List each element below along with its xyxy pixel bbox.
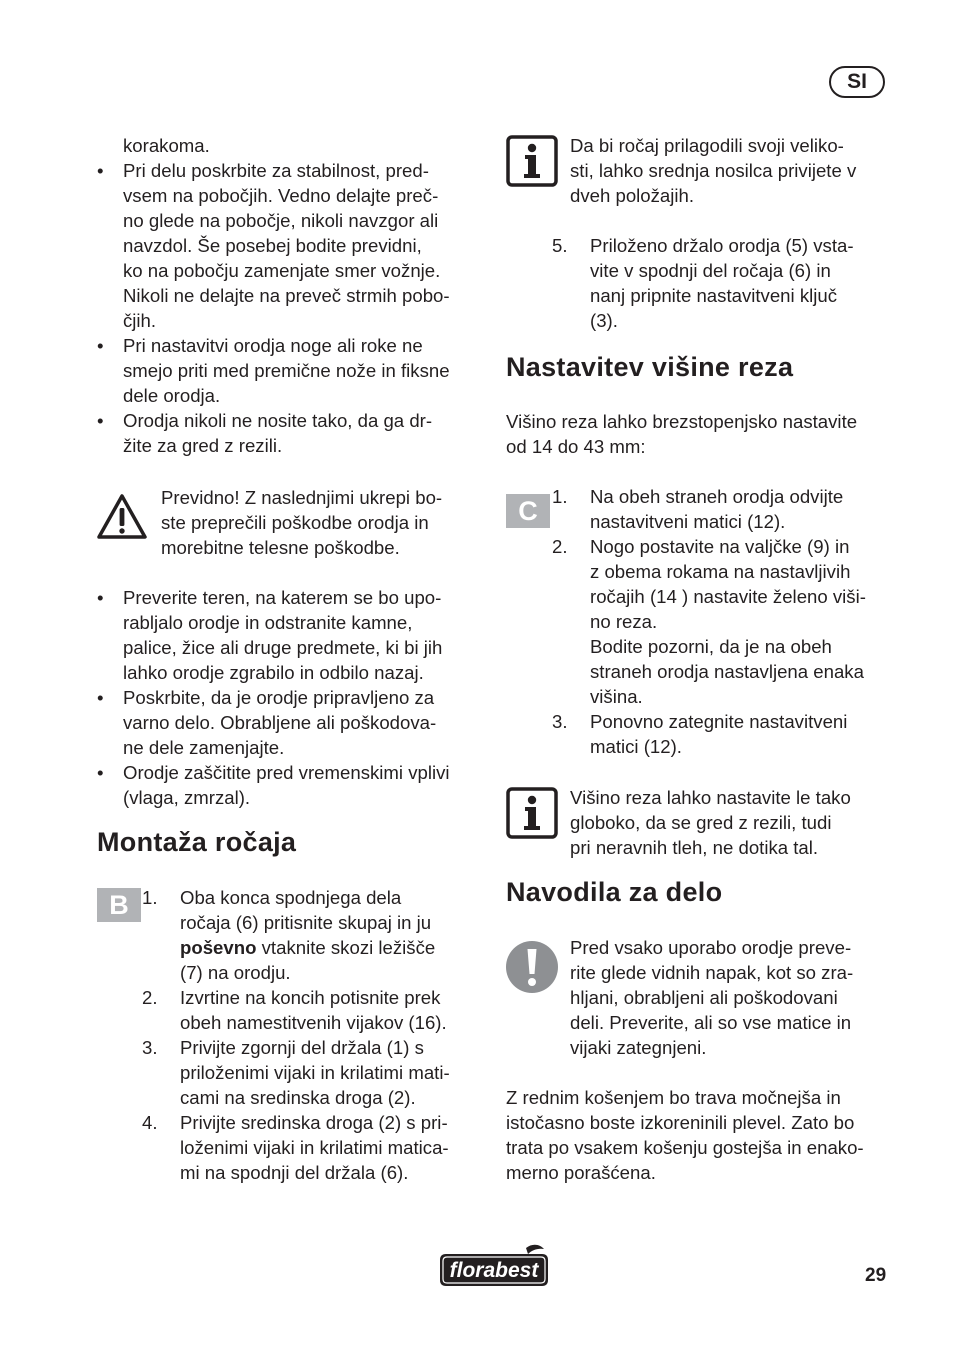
cutting-height-steps	[552, 484, 897, 759]
info-note-cutting-depth: Višino reza lahko nastavite le tako globoko, da se gred z rezili, tudi pri neravnih tleh, ne dotika tal.	[570, 787, 851, 858]
emphasis-text: poševno	[180, 937, 257, 958]
bullet-icon: •	[97, 687, 104, 708]
bullet-icon: •	[97, 410, 104, 431]
list-item: 3. Ponovno zategnite nastavitveni matici (12).	[552, 711, 848, 757]
info-note-handle-size: Da bi ročaj prilagodili svoji veliko- sti, lahko srednja nosilca privijete v dveh položajih.	[570, 135, 857, 206]
list-item: • Poskrbite, da je orodje pripravljeno za varno delo. Obrabljene ali poškodova- ne dele zamenjajte.	[97, 687, 437, 758]
bullet-list-1	[97, 158, 487, 458]
intro-line: korakoma.	[123, 135, 210, 156]
list-item: 4. Privijte sredinska droga (2) s pri- loženimi vijaki in krilatimi matica- mi na spodnji del držala (6).	[142, 1112, 449, 1183]
language-badge-label: SI	[847, 70, 867, 93]
figure-reference-b: B	[97, 888, 141, 922]
bullet-icon: •	[97, 762, 104, 783]
section-heading-work-instructions: Navodila za delo	[506, 877, 723, 907]
language-badge	[829, 66, 885, 98]
svg-text:florabest: florabest	[449, 1259, 539, 1282]
list-item: 3. Privijte zgornji del držala (1) s priloženimi vijaki in krilatimi mati- cami na sredinska droga (2).	[142, 1037, 450, 1108]
section-heading-handle-assembly: Montaža ročaja	[97, 827, 297, 857]
bullet-icon: •	[97, 335, 104, 356]
caution-note: Pred vsako uporabo orodje preve- rite glede vidnih napak, kot so zra- hljani, obrabljeni ali poškodovani deli. Preverite, ali so vse matice in vijaki zategnjeni.	[570, 937, 854, 1058]
caution-exclamation-icon	[505, 940, 559, 994]
list-item: 1. Oba konca spodnjega dela ročaja (6) pritisnite skupaj in ju poševno vtaknite skozi ležišče (7) na orodju.	[142, 887, 436, 983]
bullet-icon: •	[97, 587, 104, 608]
warning-note: Previdno! Z naslednjimi ukrepi bo- ste preprečili poškodbe orodja in morebitne telesne poškodbe.	[161, 487, 443, 558]
list-item: • Orodja nikoli ne nosite tako, da ga dr- žite za gred z rezili.	[97, 410, 433, 456]
bullet-icon: •	[97, 160, 104, 181]
bullet-list-2	[97, 585, 487, 810]
section-heading-cutting-height: Nastavitev višine reza	[506, 352, 794, 382]
list-item: 1. Na obeh straneh orodja odvijte nastavitveni matici (12).	[552, 486, 844, 532]
list-item: • Orodje zaščitite pred vremenskimi vplivi (vlaga, zmrzal).	[97, 762, 450, 808]
figure-reference-c: C	[506, 494, 550, 528]
warning-triangle-icon	[96, 492, 148, 540]
info-icon	[506, 787, 558, 839]
assembly-steps	[142, 885, 487, 1185]
page-number: 29	[865, 1265, 887, 1286]
closing-paragraph: Z rednim košenjem bo trava močnejša in istočasno boste izkoreninili plevel. Zato bo trata po vsakem košenju gostejša in enako- merno porašćena.	[506, 1087, 864, 1183]
florabest-logo	[438, 1242, 550, 1288]
list-item: 2. Nogo postavite na valjčke (9) in z obema rokama na nastavljivih ročajih (14 ) nastavite želeno viši- no reza. Bodite pozorni, da je na obeh straneh orodja nastavljena enaka višina.	[552, 536, 866, 707]
step-5: 5. Priloženo držalo orodja (5) vsta- vite v spodnji del ročaja (6) in nanj pripnite nastavitveni ključ (3).	[552, 235, 854, 331]
list-item: • Pri delu poskrbite za stabilnost, pred- vsem na pobočjih. Vedno delajte preč- no glede na pobočje, nikoli navzgor ali navzdol. Še posebej bodite previdni, ko na pobočju zamenjate smer vožnje. Nikoli ne delajte na preveč strmih pobo- čjih.	[97, 160, 450, 331]
list-item: • Preverite teren, na katerem se bo upo- rabljalo orodje in odstranite kamne, palice, žice ali druge predmete, ki bi jih lahko orodje zgrabilo in odbilo nazaj.	[97, 587, 443, 683]
list-item: • Pri nastavitvi orodja noge ali roke ne smejo priti med premične nože in fiksne dele orodja.	[97, 335, 450, 406]
info-icon	[506, 135, 558, 187]
list-item: 2. Izvrtine na koncih potisnite prek obeh namestitvenih vijakov (16).	[142, 987, 447, 1033]
cutting-height-intro: Višino reza lahko brezstopenjsko nastavite od 14 do 43 mm:	[506, 411, 858, 457]
